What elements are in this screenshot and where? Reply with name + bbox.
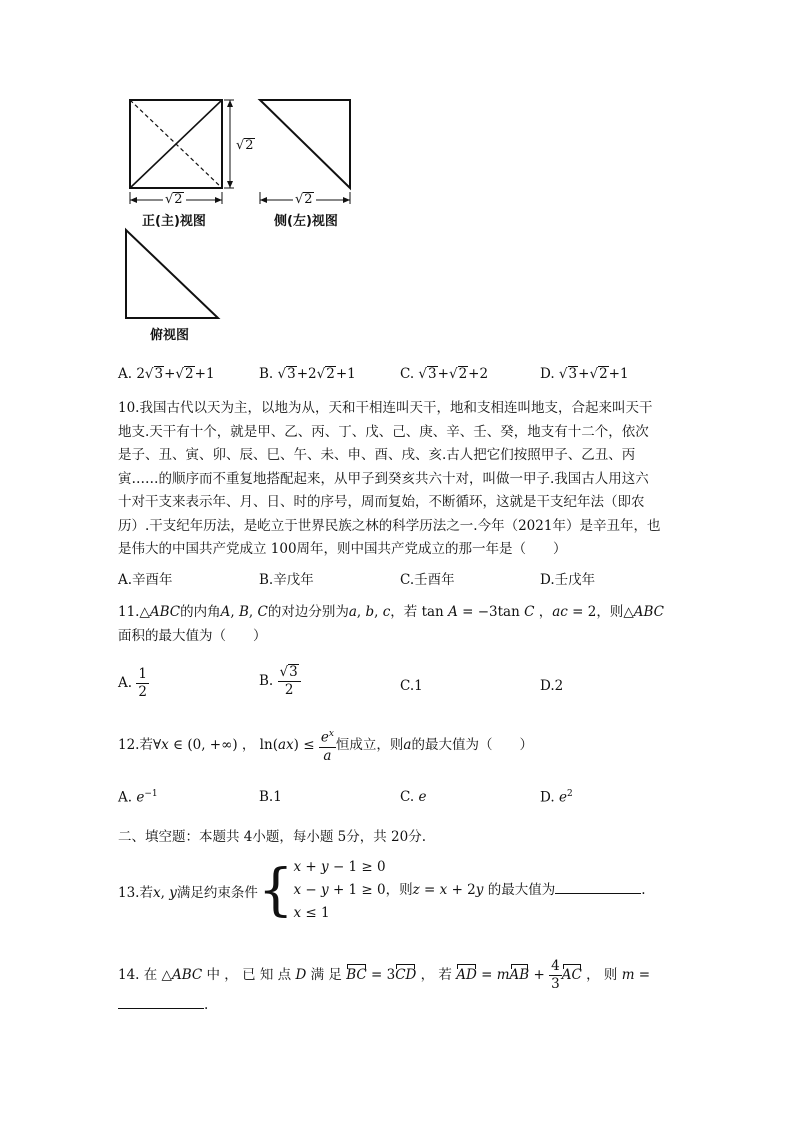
dim-label-vertical: √2 [236, 138, 254, 153]
q10-option-c: C.壬酉年 [400, 572, 455, 588]
q12-option-c: C. e [400, 789, 427, 805]
dim-label-side-bottom: √2 [293, 192, 316, 207]
q14-answer-line: . [118, 994, 208, 1013]
q14-stem: 14. 在 △ABC 中 ， 已 知 点 D 满 足 BC = 3CD ， 若 AD = mAB + $\frac{4}{3}$ AC ， 则 m = [118, 958, 651, 992]
q13-answer-blank[interactable] [555, 893, 641, 894]
q9-option-d: D. √3+√2+1 [540, 366, 629, 382]
q12-stem: 12.若∀x ∈ (0, +∞) ， ln(ax) ≤ $\frac{e^x}{a}$ 恒成立，则a的最大值为（ ） [118, 726, 533, 765]
q12-option-d: D. $e^2$ [540, 789, 573, 806]
q11-option-d: D.2 [540, 678, 564, 694]
q11-option-c: C.1 [400, 678, 423, 694]
q11-option-a: A. $\frac{1}{2}$ [118, 666, 147, 700]
q12-option-b: B.1 [259, 789, 282, 805]
top-view-label: 俯视图 [150, 328, 190, 343]
side-view [260, 100, 350, 204]
front-view-label: 正(主)视图 [142, 214, 206, 229]
top-view [126, 230, 218, 318]
side-view-label: 侧(左)视图 [274, 214, 338, 229]
q10-stem: 10.我国古代以天为主，以地为从，天和干相连叫天干，地和支相连叫地支，合起来叫天干 地支.天干有十个，就是甲、乙、丙、丁、戊、己、庚、辛、壬、癸，地支有十二个，依次 是子、丑、寅、卯、辰、巳、午、未、申、酉、戌、亥.古人把它们按照甲子、乙丑、丙 寅……的顺序而不重复地搭配起来，从甲子到癸亥共六十对，叫做一甲子.我国古人用这六 十对干支来表示年、月、日、时的序号，周而复始，不断循环，这就是干支纪年法（即农 历）.干支纪年历法，是屹立于世界民族之林的科学历法之一.今年（2021年）是辛丑年，也 是伟大的中国共产党成立 100周年，则中国共产党成立的那一年是（ ） [118, 400, 661, 557]
dim-label-front-bottom: √2 [163, 192, 186, 207]
q10-option-a: A.辛酉年 [118, 572, 173, 588]
q12-option-a: A. $e^{-1}$ [118, 789, 158, 806]
q11-stem: 11.△ABC的内角A, B, C的对边分别为a, b, c，若 tan A = −3tan C ，ac = 2，则△ABC 面积的最大值为（ ） [118, 604, 664, 644]
q13-stem: 13.若x, y满足约束条件{ x + y − 1 ≥ 0 x − y + 1 ≥ 0，则z = x + 2y 的最大值为 . x ≤ 1 [118, 857, 646, 923]
front-view [130, 100, 234, 204]
q10-option-b: B.辛戊年 [259, 572, 314, 588]
q9-option-c: C. √3+√2+2 [400, 366, 489, 382]
q10-option-d: D.壬戊年 [540, 572, 596, 588]
q9-option-a: A. 2√3+√2+1 [118, 366, 215, 382]
q14-answer-blank[interactable] [118, 994, 204, 1009]
section-2-heading: 二、填空题：本题共 4小题，每小题 5分，共 20分. [118, 829, 427, 845]
q9-option-b: B. √3+2√2+1 [259, 366, 356, 382]
q11-option-b: B. $\frac{√3}{2}$ [259, 664, 301, 699]
